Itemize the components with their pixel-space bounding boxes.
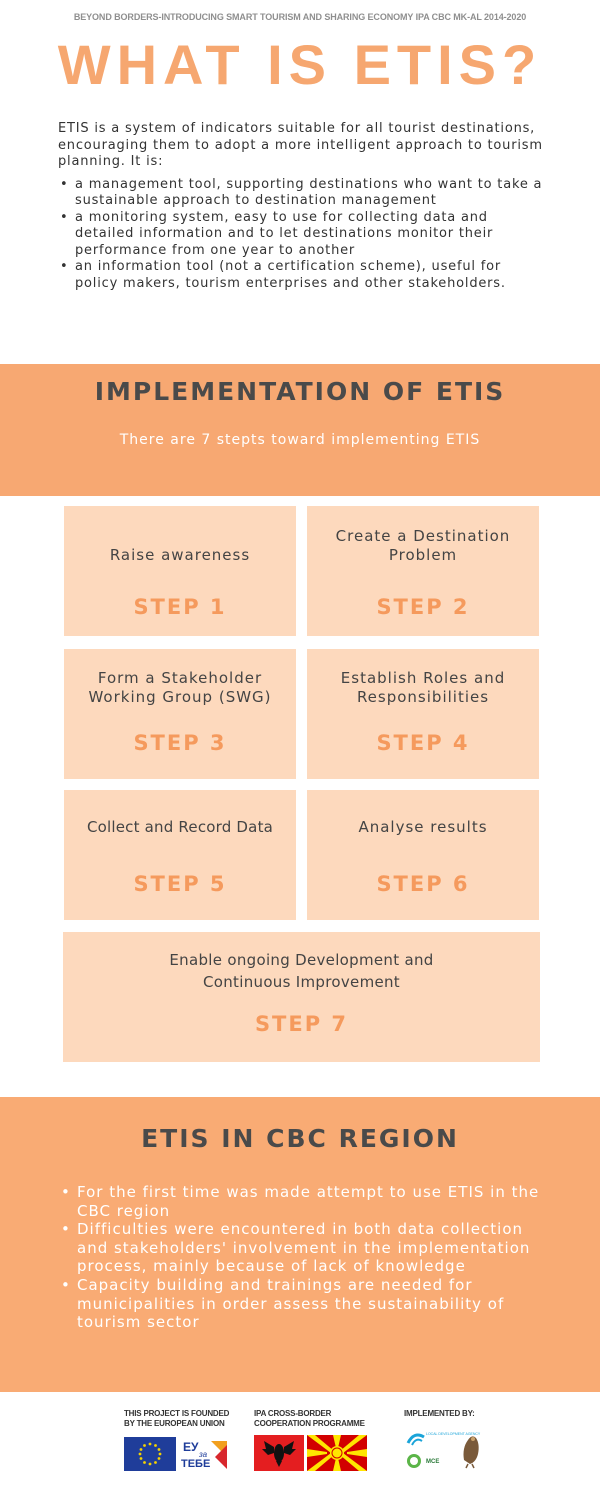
eu-logo-text: ТЕБЕ bbox=[181, 1458, 211, 1470]
eu-za-tebe-logo bbox=[179, 1437, 229, 1471]
step-number: STEP 2 bbox=[376, 595, 470, 619]
list-item: • Capacity building and trainings are needed for municipalities in order assess the sustainability of tourism sector bbox=[60, 1276, 540, 1332]
step-number: STEP 1 bbox=[133, 595, 227, 619]
eu-funding-line: THIS PROJECT IS FOUNDED bbox=[124, 1409, 230, 1418]
step-label bbox=[307, 527, 539, 565]
partner-logo-text: LOCAL DEVELOPMENT AGENCY bbox=[426, 1432, 481, 1436]
eu-funding-label bbox=[124, 1409, 229, 1429]
step-label-line: Working Group (SWG) bbox=[88, 688, 272, 706]
step-card-7 bbox=[63, 932, 540, 1062]
step-card-1 bbox=[64, 506, 296, 636]
cbc-list bbox=[60, 1183, 540, 1332]
step-label-line: Analyse results bbox=[358, 818, 488, 836]
ipa-programme-label bbox=[254, 1409, 365, 1429]
implementation-subtitle: There are 7 stepts toward implementing ETIS bbox=[119, 432, 481, 448]
ipa-programme-line: COOPERATION PROGRAMME bbox=[254, 1419, 365, 1428]
list-item: • a management tool, supporting destinations who want to take a sustainable approach to destination management bbox=[58, 177, 548, 210]
local-development-agency-logo bbox=[404, 1427, 481, 1471]
step-label bbox=[307, 818, 539, 837]
cbc-title: ETIS IN CBC REGION bbox=[141, 1124, 459, 1153]
step-label bbox=[64, 818, 296, 837]
step-card-5 bbox=[64, 790, 296, 920]
step-label-line: Form a Stakeholder bbox=[97, 669, 263, 687]
albania-flag-icon bbox=[254, 1435, 304, 1471]
step-label-line: Collect and Record Data bbox=[86, 818, 274, 836]
intro-paragraph: ETIS is a system of indicators suitable for all tourist destinations, encouraging them to adopt a more intelligent approach to tourism planning. It is: bbox=[58, 121, 543, 169]
step-label-line: Create a Destination bbox=[335, 527, 511, 545]
step-label bbox=[64, 546, 296, 565]
step-number: STEP 4 bbox=[376, 731, 470, 755]
list-item: • For the first time was made attempt to use ETIS in the CBC region bbox=[60, 1183, 540, 1220]
list-item: • a monitoring system, easy to use for collecting data and detailed information and to let destinations monitor their performance from one year to another bbox=[58, 210, 548, 260]
step-number: STEP 6 bbox=[376, 872, 470, 896]
eu-logo-text: ЕУ bbox=[183, 1440, 199, 1454]
intro-section bbox=[58, 121, 548, 292]
step-label-line: Establish Roles and bbox=[340, 669, 506, 687]
page-title: WHAT IS ETIS? bbox=[57, 33, 543, 96]
ipa-programme-line: IPA CROSS-BORDER bbox=[254, 1409, 332, 1418]
macedonia-flag-icon bbox=[307, 1435, 367, 1471]
intro-list bbox=[58, 177, 548, 293]
step-label-line: Problem bbox=[388, 546, 458, 564]
step-number: STEP 7 bbox=[254, 1012, 349, 1036]
eu-funding-line: BY THE EUROPEAN UNION bbox=[124, 1419, 225, 1428]
project-banner: BEYOND BORDERS-INTRODUCING SMART TOURISM AND SHARING ECONOMY IPA CBC MK-AL 2014-2020 bbox=[73, 12, 527, 22]
eu-logo-text: за bbox=[199, 1450, 208, 1459]
step-card-4 bbox=[307, 649, 539, 779]
step-number: STEP 5 bbox=[133, 872, 227, 896]
step-label-line: Continuous Improvement bbox=[203, 973, 400, 991]
eu-flag-icon bbox=[124, 1437, 176, 1471]
step-card-3 bbox=[64, 649, 296, 779]
step-label bbox=[64, 669, 296, 707]
step-number: STEP 3 bbox=[133, 731, 227, 755]
step-card-2 bbox=[307, 506, 539, 636]
eagle-logo bbox=[458, 1430, 484, 1470]
implementation-title: IMPLEMENTATION OF ETIS bbox=[94, 377, 506, 406]
step-label-line: Enable ongoing Development and bbox=[169, 951, 434, 969]
step-label-line: Raise awareness bbox=[109, 546, 251, 564]
step-label bbox=[63, 949, 540, 993]
implemented-by-label: IMPLEMENTED BY: bbox=[404, 1409, 475, 1418]
step-label-line: Responsibilities bbox=[356, 688, 490, 706]
list-item: • Difficulties were encountered in both data collection and stakeholders' involvement in the implementation process, mainly because of lack of knowledge bbox=[60, 1220, 540, 1276]
step-card-6 bbox=[307, 790, 539, 920]
list-item: • an information tool (not a certification scheme), useful for policy makers, tourism enterprises and other stakeholders. bbox=[58, 259, 548, 292]
partner-logo-text: МСЕ bbox=[426, 1459, 440, 1465]
step-label bbox=[307, 669, 539, 707]
